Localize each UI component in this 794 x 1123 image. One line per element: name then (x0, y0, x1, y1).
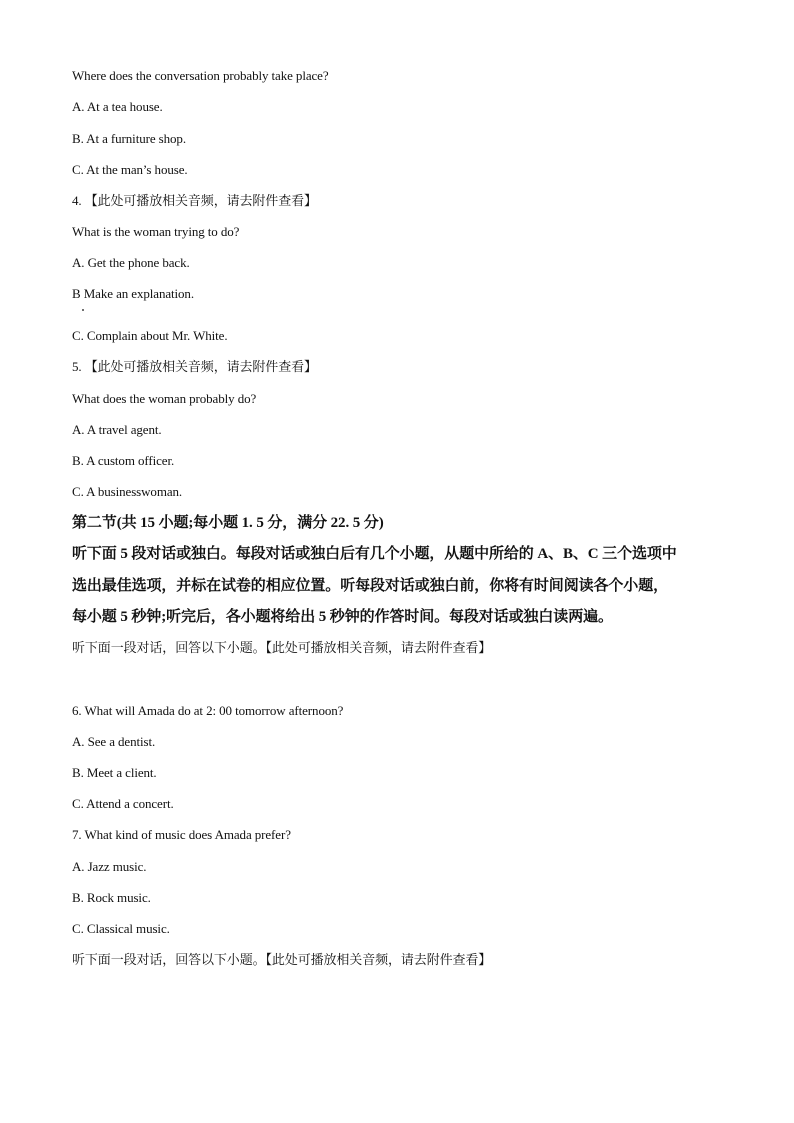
section-2-instruction-line-3: 每小题 5 秒钟;听完后，各小题将给出 5 秒钟的作答时间。每段对话或独白读两遍。 (72, 609, 613, 625)
question-4-option-b: B Make an explanation. (72, 286, 194, 301)
question-5-option-a: A. A travel agent. (72, 422, 162, 437)
question-3-text: Where does the conversation probably take place? (72, 68, 329, 83)
question-5-audio-prompt: 5. 【此处可播放相关音频，请去附件查看】 (72, 359, 317, 374)
listen-prompt-1: 听下面一段对话，回答以下小题。【此处可播放相关音频，请去附件查看】 (72, 640, 492, 655)
question-4-audio-prompt: 4. 【此处可播放相关音频，请去附件查看】 (72, 193, 317, 208)
question-7-text: 7. What kind of music does Amada prefer? (72, 827, 291, 842)
question-7-option-b: B. Rock music. (72, 890, 151, 905)
stray-dot (82, 309, 84, 311)
question-6-option-a: A. See a dentist. (72, 734, 156, 749)
question-3-option-b: B. At a furniture shop. (72, 131, 186, 146)
question-7-option-a: A. Jazz music. (72, 859, 147, 874)
question-3-option-a: A. At a tea house. (72, 99, 163, 114)
section-2-heading: 第二节(共 15 小题;每小题 1. 5 分，满分 22. 5 分) (72, 515, 384, 531)
question-5-option-c: C. A businesswoman. (72, 484, 183, 499)
question-4-option-c: C. Complain about Mr. White. (72, 328, 228, 343)
question-4-option-a: A. Get the phone back. (72, 255, 190, 270)
question-6-text: 6. What will Amada do at 2: 00 tomorrow afternoon? (72, 703, 344, 718)
question-6-option-b: B. Meet a client. (72, 765, 157, 780)
section-2-instruction-line-1: 听下面 5 段对话或独白。每段对话或独白后有几个小题，从题中所给的 A、B、C 三个选项中 (72, 546, 677, 562)
question-7-option-c: C. Classical music. (72, 921, 170, 936)
listen-prompt-2: 听下面一段对话，回答以下小题。【此处可播放相关音频，请去附件查看】 (72, 952, 492, 967)
section-2-instruction-line-2: 选出最佳选项，并标在试卷的相应位置。听每段对话或独白前，你将有时间阅读各个小题， (72, 578, 669, 594)
question-5-option-b: B. A custom officer. (72, 453, 175, 468)
question-4-text: What is the woman trying to do? (72, 224, 240, 239)
question-5-text: What does the woman probably do? (72, 391, 257, 406)
question-3-option-c: C. At the man’s house. (72, 162, 188, 177)
question-6-option-c: C. Attend a concert. (72, 796, 174, 811)
